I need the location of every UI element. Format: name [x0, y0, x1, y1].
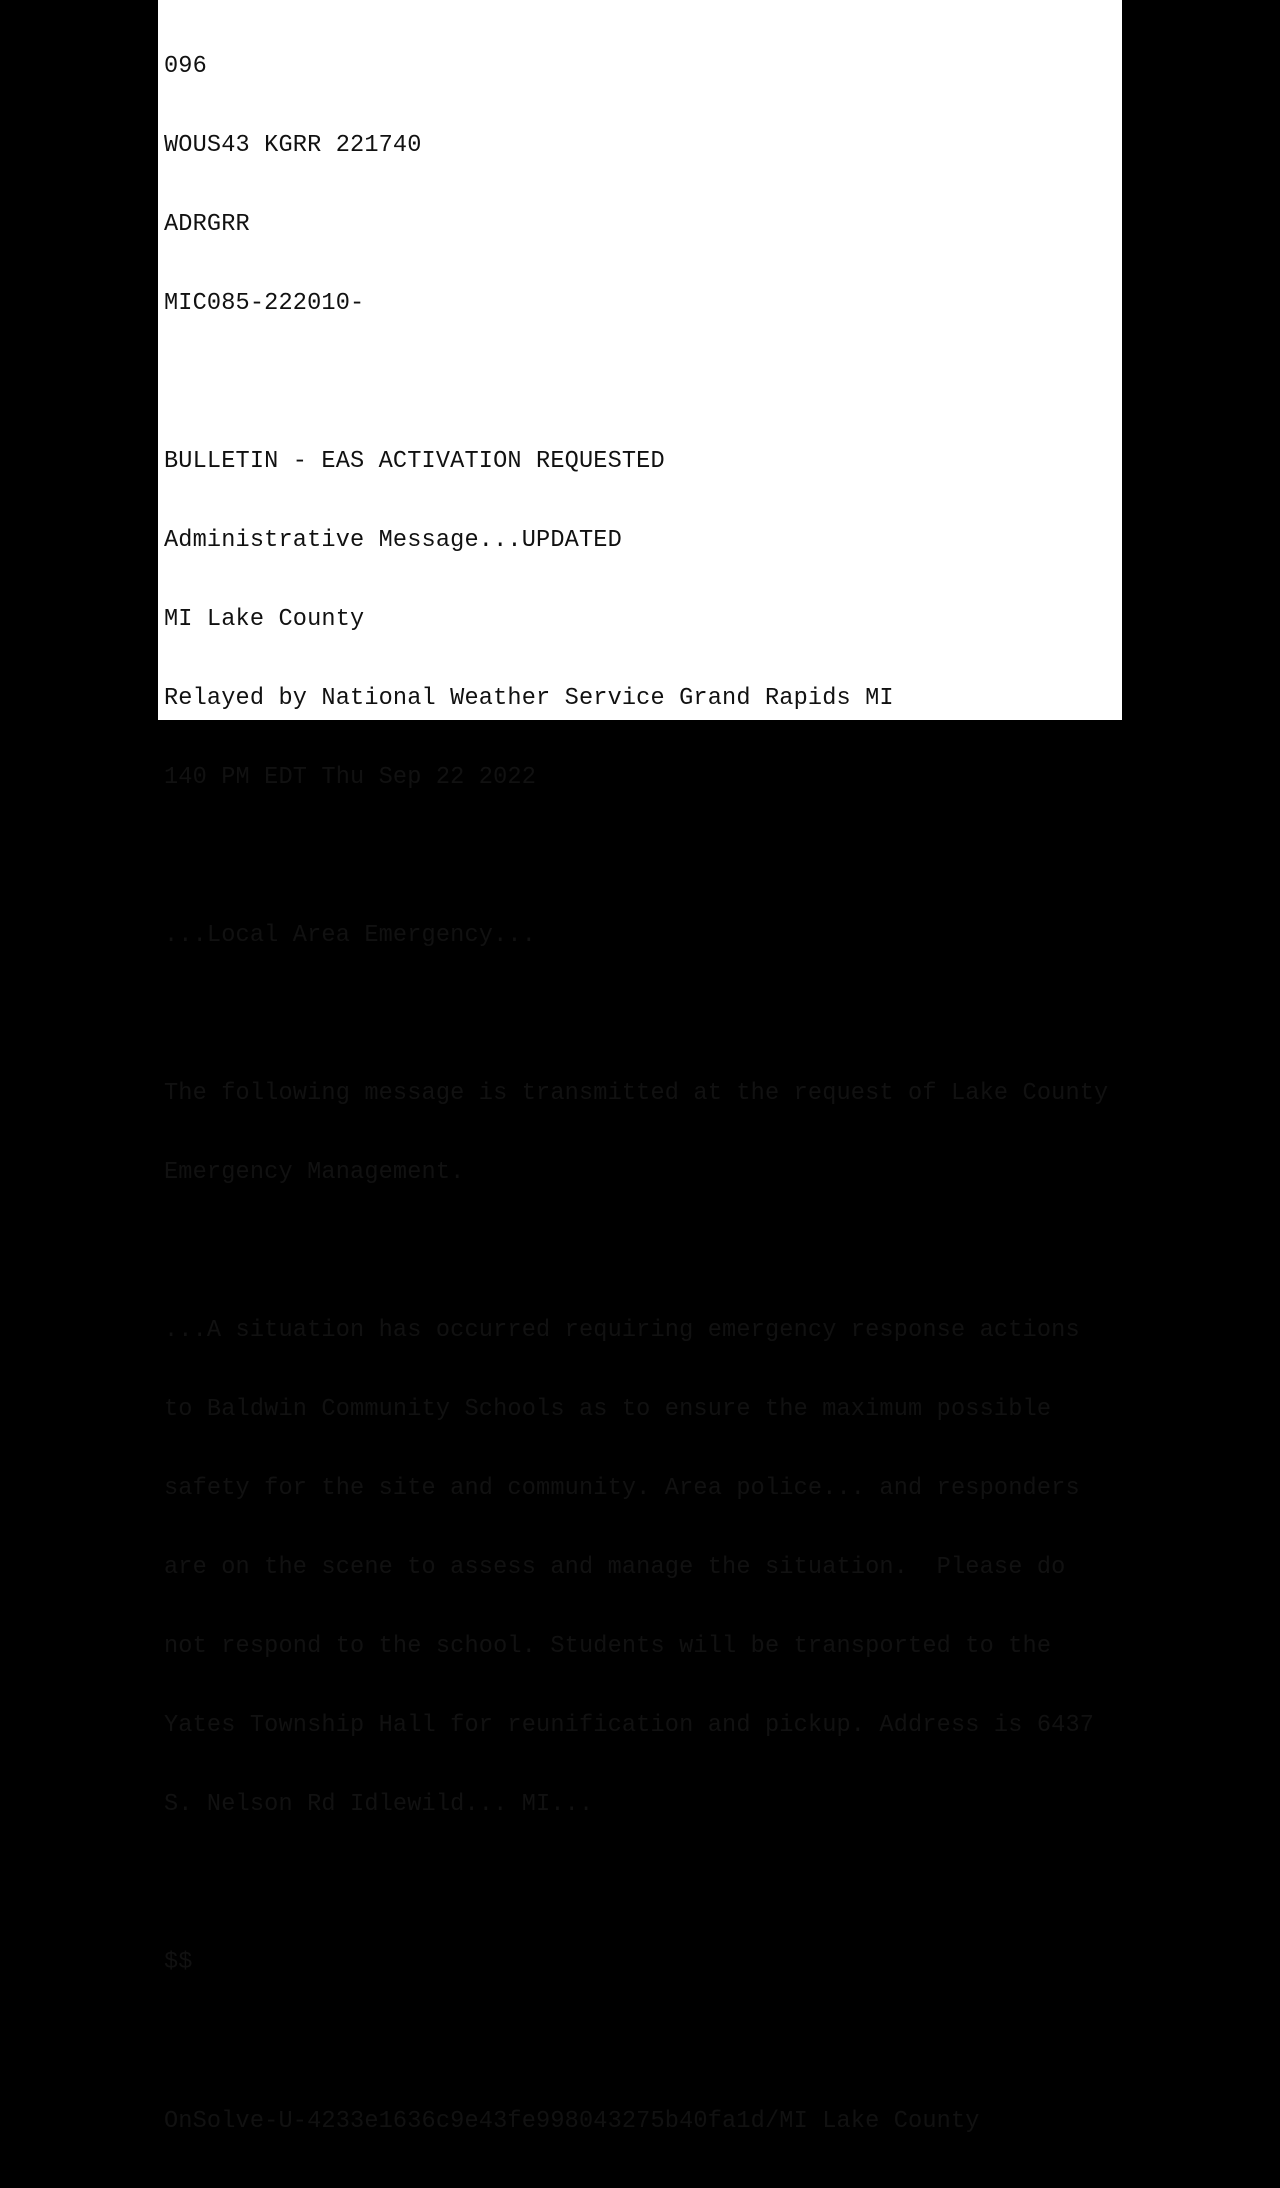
wmo-header: WOUS43 KGRR 221740	[164, 131, 422, 159]
body-line: safety for the site and community. Area police... and responders	[164, 1475, 1080, 1503]
terminator: $$	[164, 1949, 193, 1977]
issuing-county: MI Lake County	[164, 605, 365, 633]
blank-line	[164, 1002, 1108, 1028]
document-page	[158, 0, 1122, 2135]
blank-line	[164, 2029, 1108, 2055]
footer-id: OnSolve-U-4233e1636c9e43fe998043275b40fa1d/MI Lake County	[164, 2107, 980, 2135]
intro-line: The following message is transmitted at the request of Lake County	[164, 1080, 1109, 1108]
intro-line: Emergency Management.	[164, 1159, 465, 1187]
body-line: Yates Township Hall for reunification and pickup. Address is 6437	[164, 1712, 1095, 1740]
relay-office: Relayed by National Weather Service Grand Rapids MI	[164, 684, 894, 712]
issue-time: 140 PM EDT Thu Sep 22 2022	[164, 763, 537, 791]
bulletin-text	[164, 1, 1108, 2188]
blank-line	[164, 370, 1108, 396]
sequence-number: 096	[164, 52, 207, 80]
body-line: to Baldwin Community Schools as to ensure the maximum possible	[164, 1396, 1052, 1424]
ugc-code: MIC085-222010-	[164, 289, 365, 317]
headline: ...Local Area Emergency...	[164, 922, 537, 950]
body-line: ...A situation has occurred requiring emergency response actions	[164, 1317, 1080, 1345]
blank-line	[164, 844, 1108, 870]
blank-line	[164, 1239, 1108, 1265]
body-line: S. Nelson Rd Idlewild... MI...	[164, 1791, 594, 1819]
blank-line	[164, 1871, 1108, 1897]
bulletin-title: BULLETIN - EAS ACTIVATION REQUESTED	[164, 447, 665, 475]
body-line: are on the scene to assess and manage the situation. Please do	[164, 1554, 1066, 1582]
body-line: not respond to the school. Students will be transported to the	[164, 1633, 1052, 1661]
awips-id: ADRGRR	[164, 210, 250, 238]
product-type: Administrative Message...UPDATED	[164, 526, 622, 554]
